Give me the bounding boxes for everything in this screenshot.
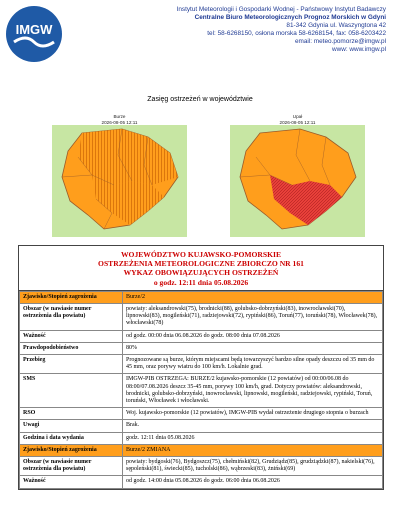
warnings-table	[19, 291, 383, 489]
row-label: Uwagi	[20, 420, 123, 432]
imgw-logo	[4, 4, 64, 64]
organization-header	[86, 6, 386, 54]
map-burze-time: 2026-08-05 12:11	[101, 119, 138, 125]
map-burze	[52, 114, 187, 239]
row-value: IMGW-PIB OSTRZEGA: BURZE/2 kujawsko-pomorskie (12 powiatów) od 00:00/06.08 do 08:00/07.08.2026 deszcz 35-45 mm, porywy 100 km/h, grad. Dotyczy powiatów: aleksandrowski, brodnicki, golubsko-dobrzyński, inowrocławski, lipnowski, mogileński, radziejowski, rypiński, Toruń, toruński, Włocławek i włocławski.	[123, 374, 383, 408]
org-line-5: email: meteo.pomorze@imgw.pl	[294, 38, 386, 45]
row-label: Zjawisko/Stopień zagrożenia	[20, 444, 123, 456]
row-label: Obszar (w nawiasie numer ostrzeżenia dla powiatu)	[20, 304, 123, 331]
row-value: Burze/2 ZMIANA	[123, 444, 383, 456]
map-burze-graphic	[52, 125, 187, 237]
row-label: Ważność	[20, 330, 123, 342]
table-row	[20, 291, 383, 303]
row-value: 80%	[123, 342, 383, 354]
table-row	[20, 342, 383, 354]
row-value: Brak.	[123, 420, 383, 432]
map-burze-name: Burze	[113, 114, 126, 119]
row-label: Godzina i data wydania	[20, 432, 123, 444]
row-value: od godz. 00:00 dnia 06.08.2026 do godz. 08:00 dnia 07.08.2026	[123, 330, 383, 342]
org-line-1: Instytut Meteorologii i Gospodarki Wodnej - Państwowy Instytut Badawczy	[176, 6, 386, 13]
table-row	[20, 457, 383, 476]
page-title: Zasięg ostrzeżeń w województwie	[147, 96, 253, 103]
table-row	[20, 432, 383, 444]
logo-text: IMGW	[15, 22, 53, 37]
map-upal-name: Upał	[292, 114, 303, 119]
row-value: powiaty: bydgoski(76), Bydgoszcz(75), chełmiński(82), Grudziądz(85), grudziądzki(87), nakielski(76), sępoleński(81), świecki(85), tucholski(86), wąbrzeski(83), żniński(69)	[123, 457, 383, 476]
table-row	[20, 444, 383, 456]
row-value: od godz. 14:00 dnia 05.08.2026 do godz. 06:00 dnia 06.08.2026	[123, 476, 383, 488]
table-row	[20, 476, 383, 488]
row-value: godz. 12:11 dnia 05.08.2026	[123, 432, 383, 444]
org-line-3: 81-342 Gdynia ul. Waszyngtona 42	[286, 22, 386, 29]
map-upal-time: 2026-08-05 12:11	[279, 119, 316, 125]
map-upal	[230, 114, 365, 239]
row-value: Prognozowane są burze, którym miejscami będą towarzyszyć bardzo silne opady deszczu od 35 mm do 45 mm, oraz porywy wiatru do 100 km/h. Lokalnie grad.	[123, 355, 383, 374]
org-line-6: www: www.imgw.pl	[332, 46, 386, 53]
row-label: Zjawisko/Stopień zagrożenia	[20, 291, 123, 303]
document-header	[19, 246, 383, 291]
table-row	[20, 374, 383, 408]
row-label: Obszar (w nawiasie numer ostrzeżenia dla powiatu)	[20, 457, 123, 476]
doc-heading-2: OSTRZEŻENIA METEOROLOGICZNE ZBIORCZO NR 161	[98, 259, 304, 269]
doc-heading-4: o godz. 12:11 dnia 05.08.2026	[153, 277, 249, 287]
row-value: Burze/2	[123, 291, 383, 303]
warnings-document	[18, 245, 384, 490]
table-row	[20, 420, 383, 432]
table-row	[20, 330, 383, 342]
row-value: powiaty: aleksandrowski(75), brodnicki(88), golubsko-dobrzyński(83), inowrocławski(70), lipnowski(83), mogileński(71), radziejowski(72), rypiński(86), Toruń(77), toruński(78), Włocławek(78), włocławski(78)	[123, 304, 383, 331]
table-row	[20, 304, 383, 331]
org-line-4: tel: 58-6268150, osłona morska 58-6268154, fax: 058-6203422	[207, 30, 386, 37]
row-label: Przebieg	[20, 355, 123, 374]
table-row	[20, 408, 383, 420]
map-upal-graphic	[230, 125, 365, 237]
doc-heading-3: WYKAZ OBOWIĄZUJĄCYCH OSTRZEŻEŃ	[123, 268, 279, 278]
doc-heading-1: WOJEWÓDZTWO KUJAWSKO-POMORSKIE	[120, 250, 282, 259]
row-value: Woj. kujawsko-pomorskie (12 powiatów), IMGW-PIB wydał ostrzeżenie drugiego stopnia o burzach	[123, 408, 383, 420]
row-label: SMS	[20, 374, 123, 408]
row-label: RSO	[20, 408, 123, 420]
row-label: Prawdopodobieństwo	[20, 342, 123, 354]
org-line-2: Centralne Biuro Meteorologicznych Prognoz Morskich w Gdyni	[194, 14, 386, 21]
row-label: Ważność	[20, 476, 123, 488]
table-row	[20, 355, 383, 374]
